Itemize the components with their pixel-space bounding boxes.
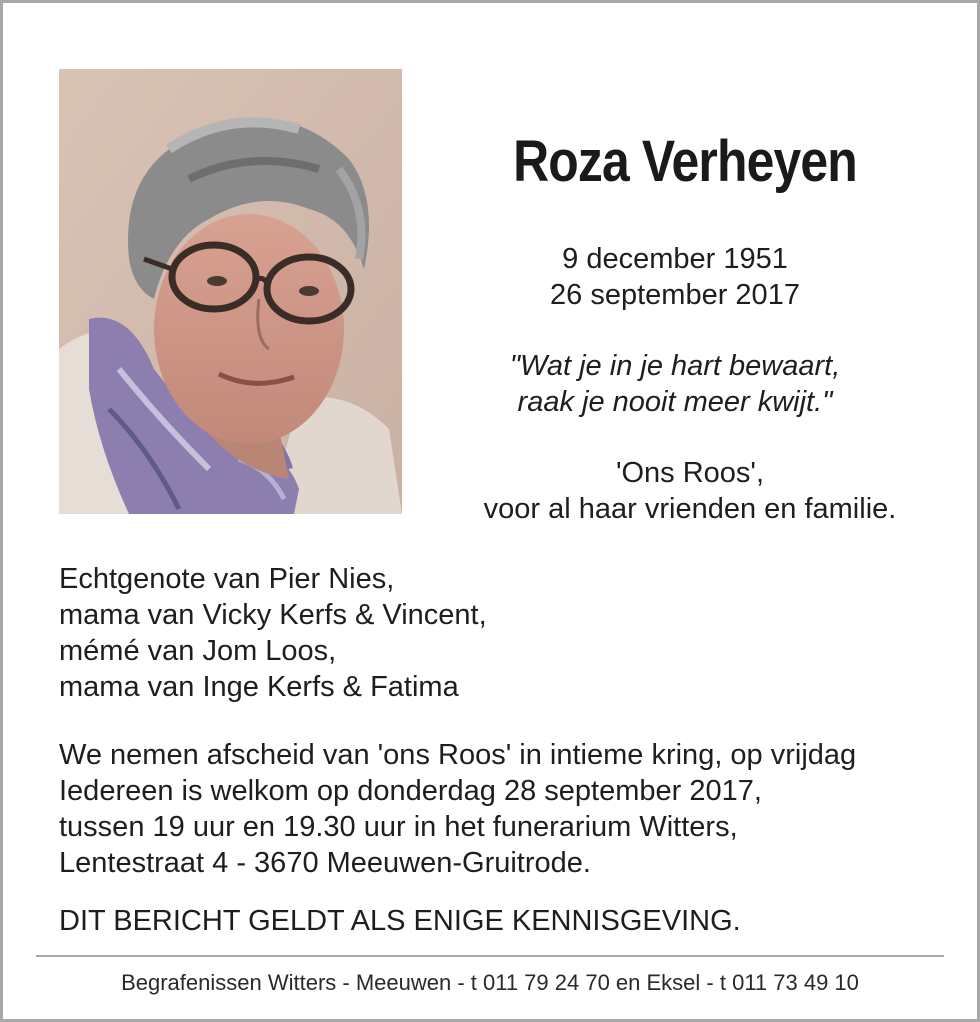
official-notice: DIT BERICHT GELDT ALS ENIGE KENNISGEVING. [59,905,741,937]
family-list [59,561,487,705]
birth-date: 9 december 1951 [562,243,788,275]
details-line: Iedereen is welkom op donderdag 28 september 2017, [59,775,762,807]
nickname-dedication [420,455,960,527]
funeral-home-footer: Begrafenissen Witters - Meeuwen - t 011 79 24 70 en Eksel - t 011 73 49 10 [121,970,859,995]
family-line: mémé van Jom Loos, [59,635,337,667]
family-line: mama van Inge Kerfs & Fatima [59,671,459,703]
dedication-line: voor al haar vrienden en familie. [483,493,897,525]
deceased-name: Roza Verheyen [513,129,857,194]
death-date: 26 september 2017 [550,279,800,311]
nickname-line: 'Ons Roos', [615,457,765,489]
portrait-photo [59,69,402,514]
family-line: mama van Vicky Kerfs & Vincent, [59,599,487,631]
memorial-quote [430,348,920,420]
quote-line: raak je nooit meer kwijt." [517,386,833,418]
details-line: Lentestraat 4 - 3670 Meeuwen-Gruitrode. [59,847,591,879]
family-line: Echtgenote van Pier Nies, [59,563,395,595]
footer-divider [36,955,944,957]
details-line: tussen 19 uur en 19.30 uur in het funerarium Witters, [59,811,738,843]
details-line: We nemen afscheid van 'ons Roos' in intieme kring, op vrijdag [59,739,857,771]
farewell-details [59,737,856,881]
quote-line: "Wat je in je hart bewaart, [509,350,841,382]
life-dates [430,241,920,313]
